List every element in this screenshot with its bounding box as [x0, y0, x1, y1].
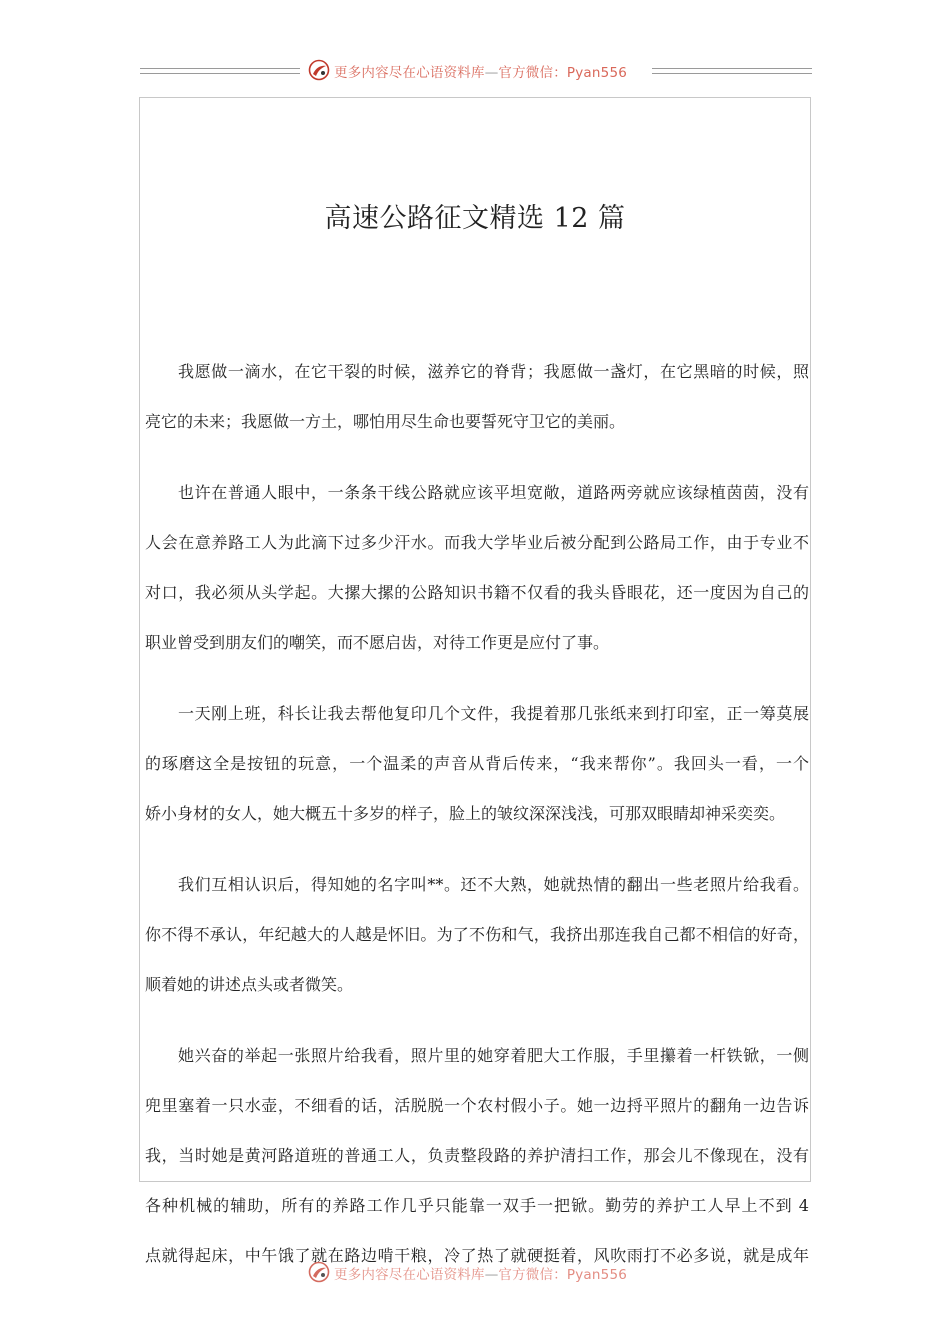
text-line: 的琢磨这全是按钮的玩意，一个温柔的声音从背后传来，“我来帮你”。我回头一看，一个 — [145, 754, 809, 773]
text-line: 我，当时她是黄河路道班的普通工人，负责整段路的养护清扫工作，那会儿不像现在，没有 — [145, 1146, 809, 1165]
paragraph — [145, 1035, 809, 1285]
document-title: 高速公路征文精选 12 篇 — [324, 203, 626, 234]
text-line: 也许在普通人眼中，一条条干线公路就应该平坦宽敞，道路两旁就应该绿植茵茵，没有 — [178, 483, 809, 502]
text-line: 职业曾受到朋友们的嘲笑，而不愿启齿，对待工作更是应付了事。 — [145, 633, 610, 652]
text-line: 她兴奋的举起一张照片给我看，照片里的她穿着肥大工作服，手里攥着一杆铁锨，一侧 — [178, 1046, 809, 1065]
paragraph — [145, 693, 809, 843]
header-rule-right — [652, 68, 812, 74]
text-line: 我们互相认识后，得知她的名字叫**。还不大熟，她就热情的翻出一些老照片给我看。 — [178, 875, 809, 894]
paragraph — [145, 472, 809, 672]
text-line: 娇小身材的女人，她大概五十多岁的样子，脸上的皱纹深深浅浅，可那双眼睛却神采奕奕。 — [145, 804, 786, 823]
text-line: 兜里塞着一只水壶，不细看的话，活脱脱一个农村假小子。她一边捋平照片的翻角一边告诉 — [145, 1096, 809, 1115]
text-line: 亮它的未来；我愿做一方土，哪怕用尽生命也要誓死守卫它的美丽。 — [145, 412, 626, 431]
document-body — [145, 351, 809, 1306]
text-line: 人会在意养路工人为此滴下过多少汗水。而我大学毕业后被分配到公路局工作，由于专业不 — [145, 533, 809, 552]
header-watermark — [0, 58, 950, 82]
text-line: 一天刚上班，科长让我去帮他复印几个文件，我提着那几张纸来到打印室，正一筹莫展 — [178, 704, 809, 723]
text-line: 点就得起床，中午饿了就在路边啃干粮，冷了热了就硬挺着，风吹雨打不必多说，就是成年 — [145, 1246, 809, 1265]
text-line: 对口，我必须从头学起。大摞大摞的公路知识书籍不仅看的我头昏眼花，还一度因为自己的 — [145, 583, 809, 602]
logo-icon — [308, 59, 330, 81]
watermark-text: 更多内容尽在心语资料库—官方微信：Pyan556 — [334, 1267, 628, 1283]
text-line: 各种机械的辅助，所有的养路工作几乎只能靠一双手一把锨。勤劳的养护工人早上不到 4 — [145, 1196, 809, 1215]
header-rule-left — [140, 68, 300, 74]
text-line: 顺着她的讲述点头或者微笑。 — [145, 975, 354, 994]
paragraph — [145, 351, 809, 451]
logo-icon — [308, 1261, 330, 1283]
watermark-text: 更多内容尽在心语资料库—官方微信：Pyan556 — [334, 65, 628, 81]
text-line: 你不得不承认，年纪越大的人越是怀旧。为了不伤和气，我挤出那连我自己都不相信的好奇， — [145, 925, 809, 944]
footer-watermark — [0, 1260, 950, 1284]
text-line: 我愿做一滴水，在它干裂的时候，滋养它的脊背；我愿做一盏灯，在它黑暗的时候，照 — [178, 362, 809, 381]
paragraph — [145, 864, 809, 1014]
